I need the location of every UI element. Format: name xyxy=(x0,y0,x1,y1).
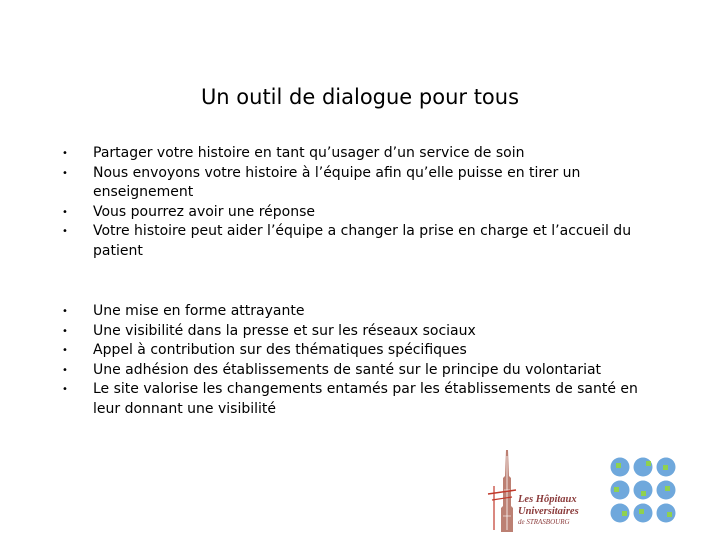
list-item xyxy=(62,203,662,223)
list-item-text: Une visibilité dans la presse et sur les réseaux sociaux xyxy=(93,322,476,339)
hus-logo xyxy=(482,446,592,534)
bullet-icon: • xyxy=(62,167,68,179)
list-item xyxy=(62,302,662,322)
list-item xyxy=(62,144,662,164)
hus-logo-line2: Universitaires xyxy=(518,506,579,517)
dots-logo xyxy=(608,455,678,525)
list-item xyxy=(62,341,662,361)
list-item xyxy=(62,361,662,381)
bullet-icon: • xyxy=(62,206,68,218)
list-item-text: Une mise en forme attrayante xyxy=(93,303,305,319)
bullet-icon: • xyxy=(62,148,68,159)
bullet-icon: • xyxy=(62,345,68,356)
bullet-list-1 xyxy=(62,144,662,261)
dots-grid-icon xyxy=(611,458,676,523)
list-item-text: Le site valorise les changements entamés par les établissements de santé en leur donnant une visibilité xyxy=(93,381,638,417)
slide-title: Un outil de dialogue pour tous xyxy=(200,85,520,109)
bullet-icon: • xyxy=(62,325,68,337)
list-item-text: Une adhésion des établissements de santé sur le principe du volontariat xyxy=(93,361,602,378)
bullet-icon: • xyxy=(62,306,68,317)
hus-logo-graphic xyxy=(482,446,592,534)
list-item-text: Partager votre histoire en tant qu’usager d’un service de soin xyxy=(93,145,525,161)
bullet-icon: • xyxy=(62,364,68,376)
list-item xyxy=(62,380,662,419)
dots-logo-graphic xyxy=(608,455,678,525)
hus-logo-line3: de STRASBOURG xyxy=(518,518,570,526)
bullet-icon: • xyxy=(62,384,68,395)
list-item-text: Vous pourrez avoir une réponse xyxy=(93,203,315,220)
list-item-text: Appel à contribution sur des thématiques spécifiques xyxy=(93,342,467,358)
list-item-text: Votre histoire peut aider l’équipe a changer la prise en charge et l’accueil du patient xyxy=(93,223,632,259)
bullet-list-2 xyxy=(62,302,662,419)
list-item xyxy=(62,222,662,261)
list-item xyxy=(62,164,662,203)
bullet-icon: • xyxy=(62,226,68,237)
list-item xyxy=(62,322,662,342)
hus-logo-line1: Les Hôpitaux xyxy=(518,494,577,505)
list-item-text: Nous envoyons votre histoire à l’équipe afin qu’elle puisse en tirer un enseignement xyxy=(93,164,581,200)
